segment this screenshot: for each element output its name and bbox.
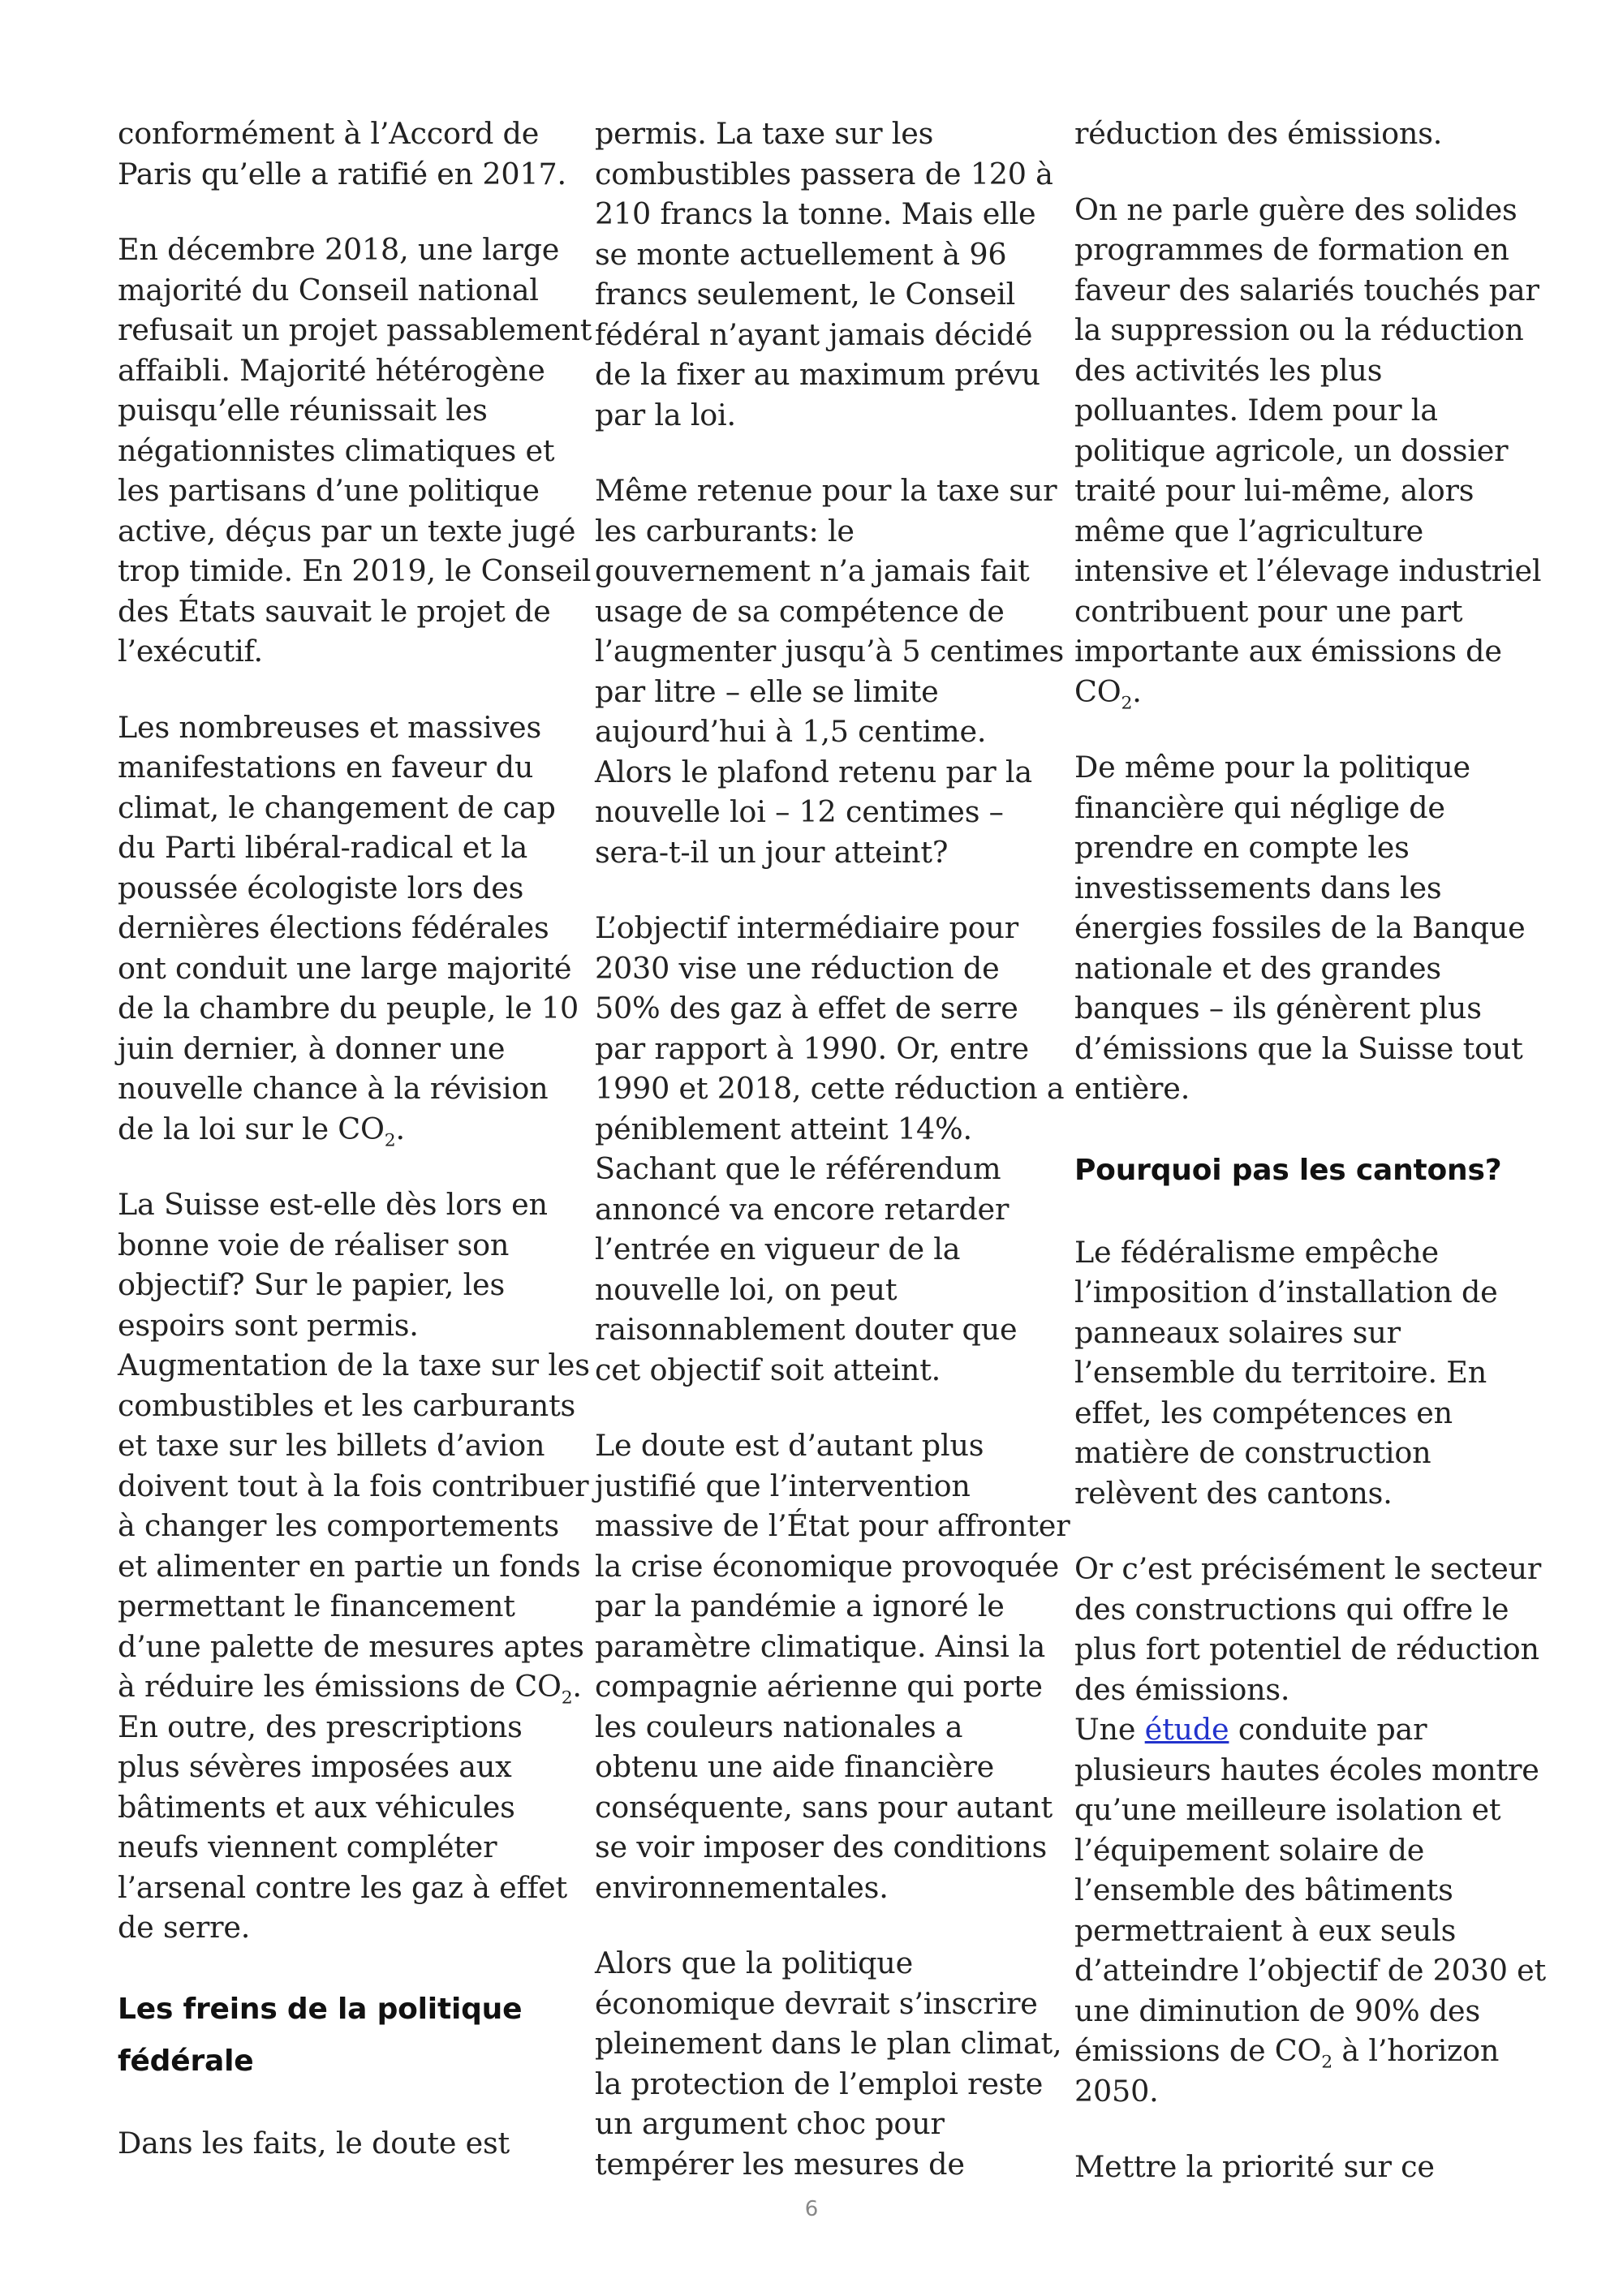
text-line: sera-t-il un jour atteint?	[595, 834, 949, 870]
text-line: un argument choc pour	[595, 2106, 945, 2141]
text-line: d’une palette de mesures aptes	[118, 1628, 584, 1664]
text-line: espoirs sont permis.	[118, 1307, 419, 1343]
text-line: des États sauvait le projet de	[118, 593, 551, 629]
paragraph-gap	[1074, 2111, 1529, 2147]
text-line: Même retenue pour la taxe sur	[595, 473, 1057, 508]
text-line: réduction des émissions.	[1074, 116, 1443, 151]
paragraph	[118, 230, 592, 672]
text-line: émissions de $CO_2$ à l’horizon	[1074, 2033, 1500, 2073]
text-line: Alors que la politique	[595, 1946, 914, 1980]
text-line: négationnistes climatiques et	[118, 432, 555, 468]
paragraph	[1074, 1549, 1542, 1709]
text-line: objectif? Sur le papier, les	[118, 1267, 505, 1302]
text-line: l’exécutif.	[118, 634, 263, 669]
text-line: permis. La taxe sur les	[595, 116, 934, 151]
text-line: Alors le plafond retenu par la	[595, 754, 1032, 789]
text-line: massive de l’État pour affronter	[595, 1508, 1070, 1543]
text-line: énergies fossiles de la Banque	[1074, 910, 1526, 945]
paragraph	[595, 1425, 1070, 1907]
text-line: Paris qu’elle a ratifié en 2017.	[118, 156, 566, 191]
text-line: compagnie aérienne qui porte	[595, 1669, 1043, 1704]
text-line: plus fort potentiel de réduction	[1074, 1632, 1539, 1666]
text-line: permettraient à eux seuls	[1074, 1912, 1457, 1948]
text-line: banques – ils génèrent plus	[1074, 991, 1482, 1025]
text-line: du Parti libéral-radical et la	[118, 830, 528, 865]
text-line: Une étude conduite par	[1074, 1712, 1427, 1747]
text-line: l’augmenter jusqu’à 5 centimes	[595, 634, 1065, 669]
text-line: gouvernement n’a jamais fait	[595, 553, 1030, 588]
page-number: 6	[804, 2197, 819, 2221]
text-line: financière qui néglige de	[1074, 789, 1445, 825]
paragraph-gap	[1074, 1109, 1529, 1145]
text-line: Augmentation de la taxe sur les	[118, 1348, 590, 1382]
text-line: climat, le changement de cap	[118, 789, 556, 825]
column-1	[118, 114, 592, 2163]
paragraph	[595, 471, 1065, 872]
text-line: On ne parle guère des solides	[1074, 191, 1518, 227]
text-line: par la loi.	[595, 397, 736, 432]
paragraph	[595, 114, 1053, 435]
text-line: de la fixer au maximum prévu	[595, 357, 1040, 392]
text-line: Le fédéralisme empêche	[1074, 1234, 1439, 1270]
paragraph-gap	[595, 1907, 1049, 1943]
text-line: qu’une meilleure isolation et	[1074, 1792, 1501, 1827]
text-line: 50% des gaz à effet de serre	[595, 991, 1018, 1025]
text-line: même que l’agriculture	[1074, 513, 1424, 548]
text-line: l’arsenal contre les gaz à effet	[118, 1869, 568, 1905]
text-line: la crise économique provoquée	[595, 1548, 1060, 1584]
paragraph	[118, 707, 579, 1150]
text-line: annoncé va encore retarder	[595, 1191, 1010, 1227]
paragraph-gap	[1074, 1513, 1529, 1549]
text-line: manifestations en faveur du	[118, 750, 534, 785]
text-line: l’équipement solaire de	[1074, 1832, 1425, 1868]
text-line: plusieurs hautes écoles montre	[1074, 1752, 1539, 1787]
text-line: les partisans d’une politique	[118, 473, 540, 508]
paragraph-gap	[118, 1948, 572, 1984]
text-line: 2050.	[1074, 2073, 1159, 2109]
text-line: poussée écologiste lors des	[118, 870, 524, 905]
text-line: l’entrée en vigueur de la	[595, 1232, 961, 1266]
text-line: d’atteindre l’objectif de 2030 et	[1074, 1953, 1547, 1988]
text-line: contribuent pour une part	[1074, 593, 1463, 629]
text-line: intensive et l’élevage industriel	[1074, 553, 1542, 588]
text-line: cet objectif soit atteint.	[595, 1352, 941, 1387]
text-line: plus sévères imposées aux	[118, 1749, 512, 1784]
paragraph-gap	[118, 194, 572, 230]
paragraph	[1074, 1232, 1529, 1514]
text-line: nouvelle loi, on peut	[595, 1271, 898, 1307]
text-line: polluantes. Idem pour la	[1074, 393, 1438, 428]
text-line: conformément à l’Accord de	[118, 116, 540, 151]
text-line: l’imposition d’installation de	[1074, 1275, 1498, 1309]
paragraph-gap	[595, 872, 1049, 908]
text-line: majorité du Conseil national	[118, 272, 539, 307]
text-line: et alimenter en partie un fonds	[118, 1548, 581, 1584]
text-line: prendre en compte les	[1074, 830, 1410, 865]
text-line: les carburants: le	[595, 513, 855, 548]
text-line: francs seulement, le Conseil	[595, 277, 1016, 312]
text-line: L’objectif intermédiaire pour	[595, 910, 1018, 945]
text-line: paramètre climatique. Ainsi la	[595, 1628, 1046, 1664]
text-line: Mettre la priorité sur ce	[1074, 2149, 1435, 2184]
paragraph	[118, 2123, 572, 2164]
paragraph	[118, 1185, 590, 1948]
paragraph	[1074, 747, 1529, 1109]
text-line: la suppression ou la réduction	[1074, 312, 1524, 347]
text-line: conséquente, sans pour autant	[595, 1789, 1053, 1825]
text-line: de la loi sur le $CO_2$.	[118, 1111, 405, 1150]
text-line: juin dernier, à donner une	[118, 1030, 506, 1066]
text-line: usage de sa compétence de	[595, 593, 1005, 629]
column-3	[1074, 114, 1547, 2187]
text-line: dernières élections fédérales	[118, 910, 549, 945]
text-line: 210 francs la tonne. Mais elle	[595, 196, 1036, 231]
paragraph-gap	[1074, 1197, 1529, 1232]
text-line: de serre.	[118, 1910, 251, 1945]
text-line: pleinement dans le plan climat,	[595, 2026, 1062, 2061]
text-line: fédéral n’ayant jamais décidé	[595, 316, 1033, 352]
paragraph-gap	[118, 2087, 572, 2123]
text-line: 2030 vise une réduction de	[595, 950, 1000, 986]
text-line: des émissions.	[1074, 1671, 1290, 1707]
text-line: nationale et des grandes	[1074, 950, 1441, 986]
text-line: Dans les faits, le doute est	[118, 2125, 510, 2161]
text-line: se voir imposer des conditions	[595, 1829, 1048, 1864]
text-line: bâtiments et aux véhicules	[118, 1789, 515, 1825]
text-line: à changer les comportements	[118, 1508, 560, 1543]
paragraph	[1074, 1709, 1547, 2111]
text-line: $CO_2$.	[1074, 673, 1142, 713]
text-line: se monte actuellement à 96	[595, 236, 1007, 272]
section-heading	[118, 1984, 572, 2087]
text-line: nouvelle chance à la révision	[118, 1071, 549, 1106]
text-line: aujourd’hui à 1,5 centime.	[595, 714, 987, 749]
text-line: relèvent des cantons.	[1074, 1475, 1393, 1511]
heading-line: Les freins de la politique	[118, 1992, 523, 2026]
text-line: programmes de formation en	[1074, 232, 1509, 267]
etude-link[interactable]: étude	[1144, 1712, 1229, 1747]
text-line: péniblement atteint 14%.	[595, 1111, 972, 1146]
text-line: économique devrait s’inscrire	[595, 1985, 1038, 2021]
paragraph-gap	[595, 1390, 1049, 1425]
section-heading	[1074, 1145, 1529, 1197]
heading-line: Pourquoi pas les cantons?	[1074, 1153, 1502, 1187]
paragraph	[1074, 2147, 1529, 2187]
text-line: combustibles et les carburants	[118, 1387, 576, 1423]
paragraph	[1074, 190, 1542, 713]
text-line: faveur des salariés touchés par	[1074, 272, 1539, 307]
text-line: refusait un projet passablement	[118, 312, 592, 347]
text-line: tempérer les mesures de	[595, 2146, 965, 2182]
text-line: permettant le financement	[118, 1589, 515, 1623]
heading-line: fédérale	[118, 2044, 254, 2078]
paragraph-gap	[1074, 154, 1529, 190]
text-line: des constructions qui offre le	[1074, 1591, 1509, 1627]
text-line: raisonnablement douter que	[595, 1312, 1018, 1347]
text-line: bonne voie de réaliser son	[118, 1227, 510, 1262]
text-line: matière de construction	[1074, 1435, 1431, 1470]
paragraph	[1074, 114, 1529, 154]
paragraph-gap	[118, 1149, 572, 1185]
text-line: traité pour lui-même, alors	[1074, 473, 1474, 508]
text-line: importante aux émissions de	[1074, 634, 1502, 669]
paragraph	[118, 114, 572, 194]
text-line: nouvelle loi – 12 centimes –	[595, 794, 1004, 829]
text-line: l’ensemble du territoire. En	[1074, 1355, 1487, 1390]
text-line: par litre – elle se limite	[595, 673, 939, 709]
text-line: affaibli. Majorité hétérogène	[118, 352, 545, 388]
text-line: trop timide. En 2019, le Conseil	[118, 553, 592, 588]
text-line: entière.	[1074, 1071, 1190, 1106]
text-line: effet, les compétences en	[1074, 1395, 1453, 1430]
paragraph	[595, 1943, 1062, 2184]
paragraph-gap	[1074, 712, 1529, 747]
text-line: investissements dans les	[1074, 870, 1442, 905]
text-line: politique agricole, un dossier	[1074, 432, 1509, 468]
text-line: par la pandémie a ignoré le	[595, 1589, 1005, 1623]
paragraph-gap	[595, 435, 1049, 471]
text-line: à réduire les émissions de $CO_2$.	[118, 1669, 582, 1709]
text-line: des activités les plus	[1074, 352, 1383, 388]
text-line: 1990 et 2018, cette réduction a	[595, 1071, 1065, 1106]
text-line: Sachant que le référendum	[595, 1151, 1001, 1186]
text-line: obtenu une aide financière	[595, 1749, 994, 1784]
text-line: la protection de l’emploi reste	[595, 2066, 1044, 2101]
text-line: La Suisse est-elle dès lors en	[118, 1187, 548, 1222]
text-line: Les nombreuses et massives	[118, 709, 541, 745]
text-line: Or c’est précisément le secteur	[1074, 1551, 1542, 1586]
text-line: d’émissions que la Suisse tout	[1074, 1030, 1523, 1066]
text-line: combustibles passera de 120 à	[595, 156, 1053, 191]
text-line: et taxe sur les billets d’avion	[118, 1428, 545, 1463]
text-line: environnementales.	[595, 1869, 889, 1905]
text-line: De même pour la politique	[1074, 750, 1470, 785]
text-line: Le doute est d’autant plus	[595, 1428, 984, 1463]
text-line: puisqu’elle réunissait les	[118, 393, 488, 428]
text-line: panneaux solaires sur	[1074, 1314, 1401, 1350]
text-line: par rapport à 1990. Or, entre	[595, 1030, 1029, 1066]
paragraph-gap	[118, 672, 572, 707]
text-line: En décembre 2018, une large	[118, 232, 560, 267]
text-line: justifié que l’intervention	[595, 1468, 971, 1503]
text-line: doivent tout à la fois contribuer	[118, 1468, 589, 1503]
text-line: de la chambre du peuple, le 10	[118, 991, 579, 1025]
text-line: les couleurs nationales a	[595, 1709, 963, 1744]
text-line: En outre, des prescriptions	[118, 1709, 523, 1744]
paragraph	[595, 908, 1065, 1390]
text-line: l’ensemble des bâtiments	[1074, 1872, 1453, 1907]
text-line: une diminution de 90% des	[1074, 1993, 1480, 2028]
text-line: neufs viennent compléter	[118, 1829, 497, 1864]
text-line: active, déçus par un texte jugé	[118, 513, 576, 548]
text-line: ont conduit une large majorité	[118, 950, 572, 986]
column-2	[595, 114, 1070, 2184]
